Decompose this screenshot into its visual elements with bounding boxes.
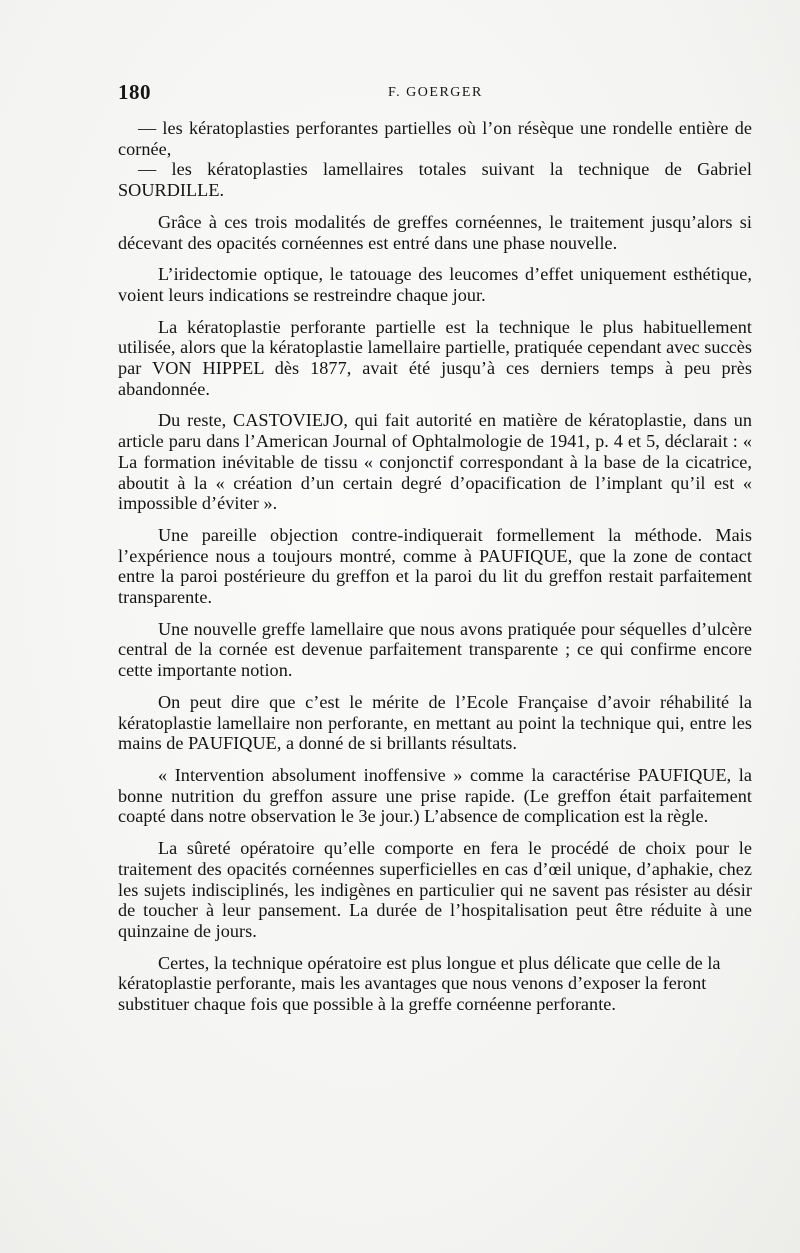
paragraph-3: Grâce à ces trois modalités de greffes cornéennes, le traitement jusqu’alors si décevant des opacités cornéennes est entré dans une phase nouvelle.: [118, 211, 752, 253]
paragraph-11: La sûreté opératoire qu’elle comporte en fera le procédé de choix pour le traitement des opacités cornéennes superficielles en cas d’œil unique, d’aphakie, chez les sujets indisciplinés, les indigènes en particulier qui ne savent pas résister au désir de toucher à leur pansement. La durée de l’hospitalisation peut être réduite à une quinzaine de jours.: [118, 838, 752, 941]
paragraph-12: Certes, la technique opératoire est plus longue et plus délicate que celle de la kératoplastie perforante, mais les avantages que nous venons d’exposer la feront substituer chaque fois que possible à la greffe cornéenne perforante.: [118, 952, 721, 1015]
paragraph-9: On peut dire que c’est le mérite de l’Ecole Française d’avoir réhabilité la kératoplastie lamellaire non perforante, en mettant au point la technique qui, entre les mains de PAUFIQUE, a donné de si brillants résultats.: [118, 691, 752, 754]
paragraph-8: Une nouvelle greffe lamellaire que nous avons pratiquée pour séquelles d’ulcère central de la cornée est devenue parfaitement transparente ; ce qui confirme encore cette importante notion.: [118, 618, 752, 681]
paragraph-1: — les kératoplasties perforantes partielles où l’on résèque une rondelle entière de cornée,: [118, 118, 752, 159]
paragraph-2: — les kératoplasties lamellaires totales suivant la technique de Gabriel SOURDILLE.: [118, 159, 752, 201]
page-header: [118, 80, 760, 106]
paragraph-4: L’iridectomie optique, le tatouage des leucomes d’effet uniquement esthétique, voient leurs indications se restreindre chaque jour.: [118, 264, 752, 305]
page-number: 180: [118, 80, 151, 104]
paragraph-10: « Intervention absolument inoffensive » comme la caractérise PAUFIQUE, la bonne nutrition du greffon assure une prise rapide. (Le greffon était parfaitement coapté dans notre observation le 3e jour.) L’absence de complication est la règle.: [118, 764, 752, 827]
paragraph-7: Une pareille objection contre-indiquerait formellement la méthode. Mais l’expérience nous a toujours montré, comme à PAUFIQUE, que la zone de contact entre la paroi postérieure du greffon et la paroi du lit du greffon restait parfaitement transparente.: [118, 524, 752, 608]
paragraph-6: Du reste, CASTOVIEJO, qui fait autorité en matière de kératoplastie, dans un article paru dans l’American Journal of Ophtalmologie de 1941, p. 4 et 5, déclarait : « La formation inévitable de tissu « conjonctif correspondant à la base de la cicatrice, aboutit à la « création d’un certain degré d’opacification de l’implant qu’il est « impossible d’éviter ».: [118, 410, 752, 514]
running-head: F. GOERGER: [388, 85, 483, 100]
paragraph-5: La kératoplastie perforante partielle est la technique le plus habituellement utilisée, alors que la kératoplastie lamellaire partielle, pratiquée cependant avec succès par VON HIPPEL dès 1877, avait été jusqu’à ces derniers temps à peu près abandonnée.: [118, 316, 752, 399]
body-text: [118, 118, 752, 1026]
